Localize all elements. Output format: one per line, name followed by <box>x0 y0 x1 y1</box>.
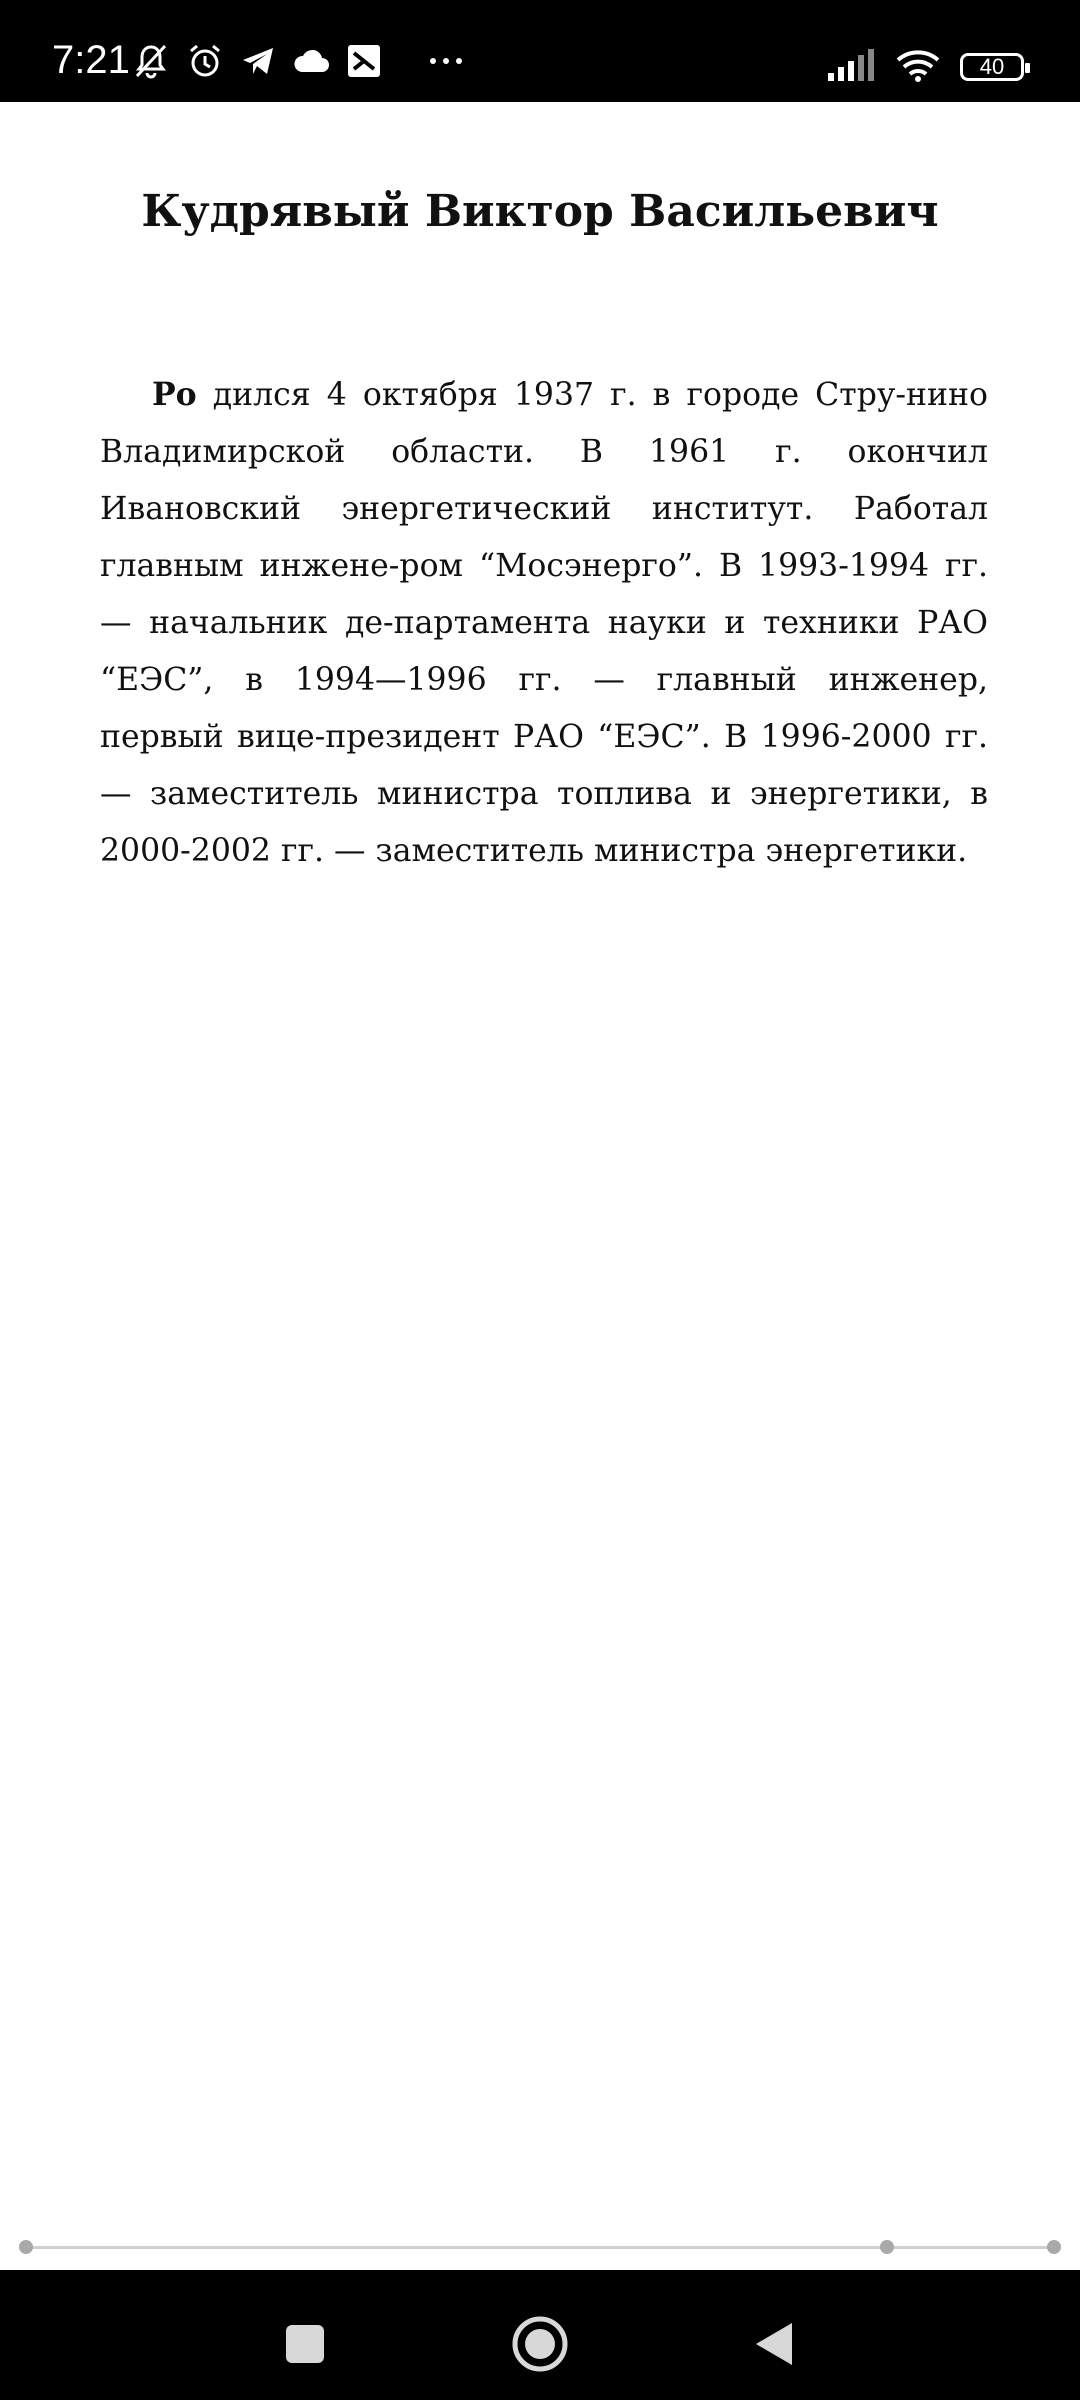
alarm-icon <box>186 42 224 80</box>
status-bar <box>0 0 1080 102</box>
article-lead-word: Ро <box>152 376 197 413</box>
cloud-icon <box>292 46 330 76</box>
back-icon[interactable] <box>744 2314 804 2374</box>
battery-icon: 40 <box>960 53 1024 81</box>
slider-start-dot <box>19 2240 33 2254</box>
article-text: дился 4 октября 1937 г. в городе Стру-нино Владимирской области. В 1961 г. окончил Ивановский энергетический институт. Работал главным инжене-ром “Мосэнерго”. В 1993-1994 гг. — начальник де-партамента науки и техники РАО “ЕЭС”, в 1994—1996 гг. — главный инженер, первый вице-президент РАО “ЕЭС”. В 1996-2000 гг. — заместитель министра топлива и энергетики, в 2000-2002 гг. — заместитель министра энергетики. <box>100 377 988 869</box>
page-title: Кудрявый Виктор Васильевич <box>141 186 939 237</box>
mute-notification-icon <box>132 42 170 80</box>
article-body <box>100 366 988 880</box>
navigation-bar <box>0 2270 1080 2400</box>
wifi-icon <box>896 48 940 86</box>
reading-progress-track[interactable] <box>26 2246 1054 2249</box>
more-dots-icon <box>428 56 464 66</box>
status-notification-icons <box>132 42 464 80</box>
recent-apps-icon[interactable] <box>275 2314 335 2374</box>
slider-end-dot <box>1047 2240 1061 2254</box>
slider-thumb[interactable] <box>880 2240 894 2254</box>
home-icon[interactable] <box>510 2314 570 2374</box>
image-icon <box>346 43 382 79</box>
signal-icon <box>828 49 876 85</box>
status-system-icons <box>828 48 1024 86</box>
telegram-icon <box>240 43 276 79</box>
status-time: 7:21 <box>52 38 130 82</box>
